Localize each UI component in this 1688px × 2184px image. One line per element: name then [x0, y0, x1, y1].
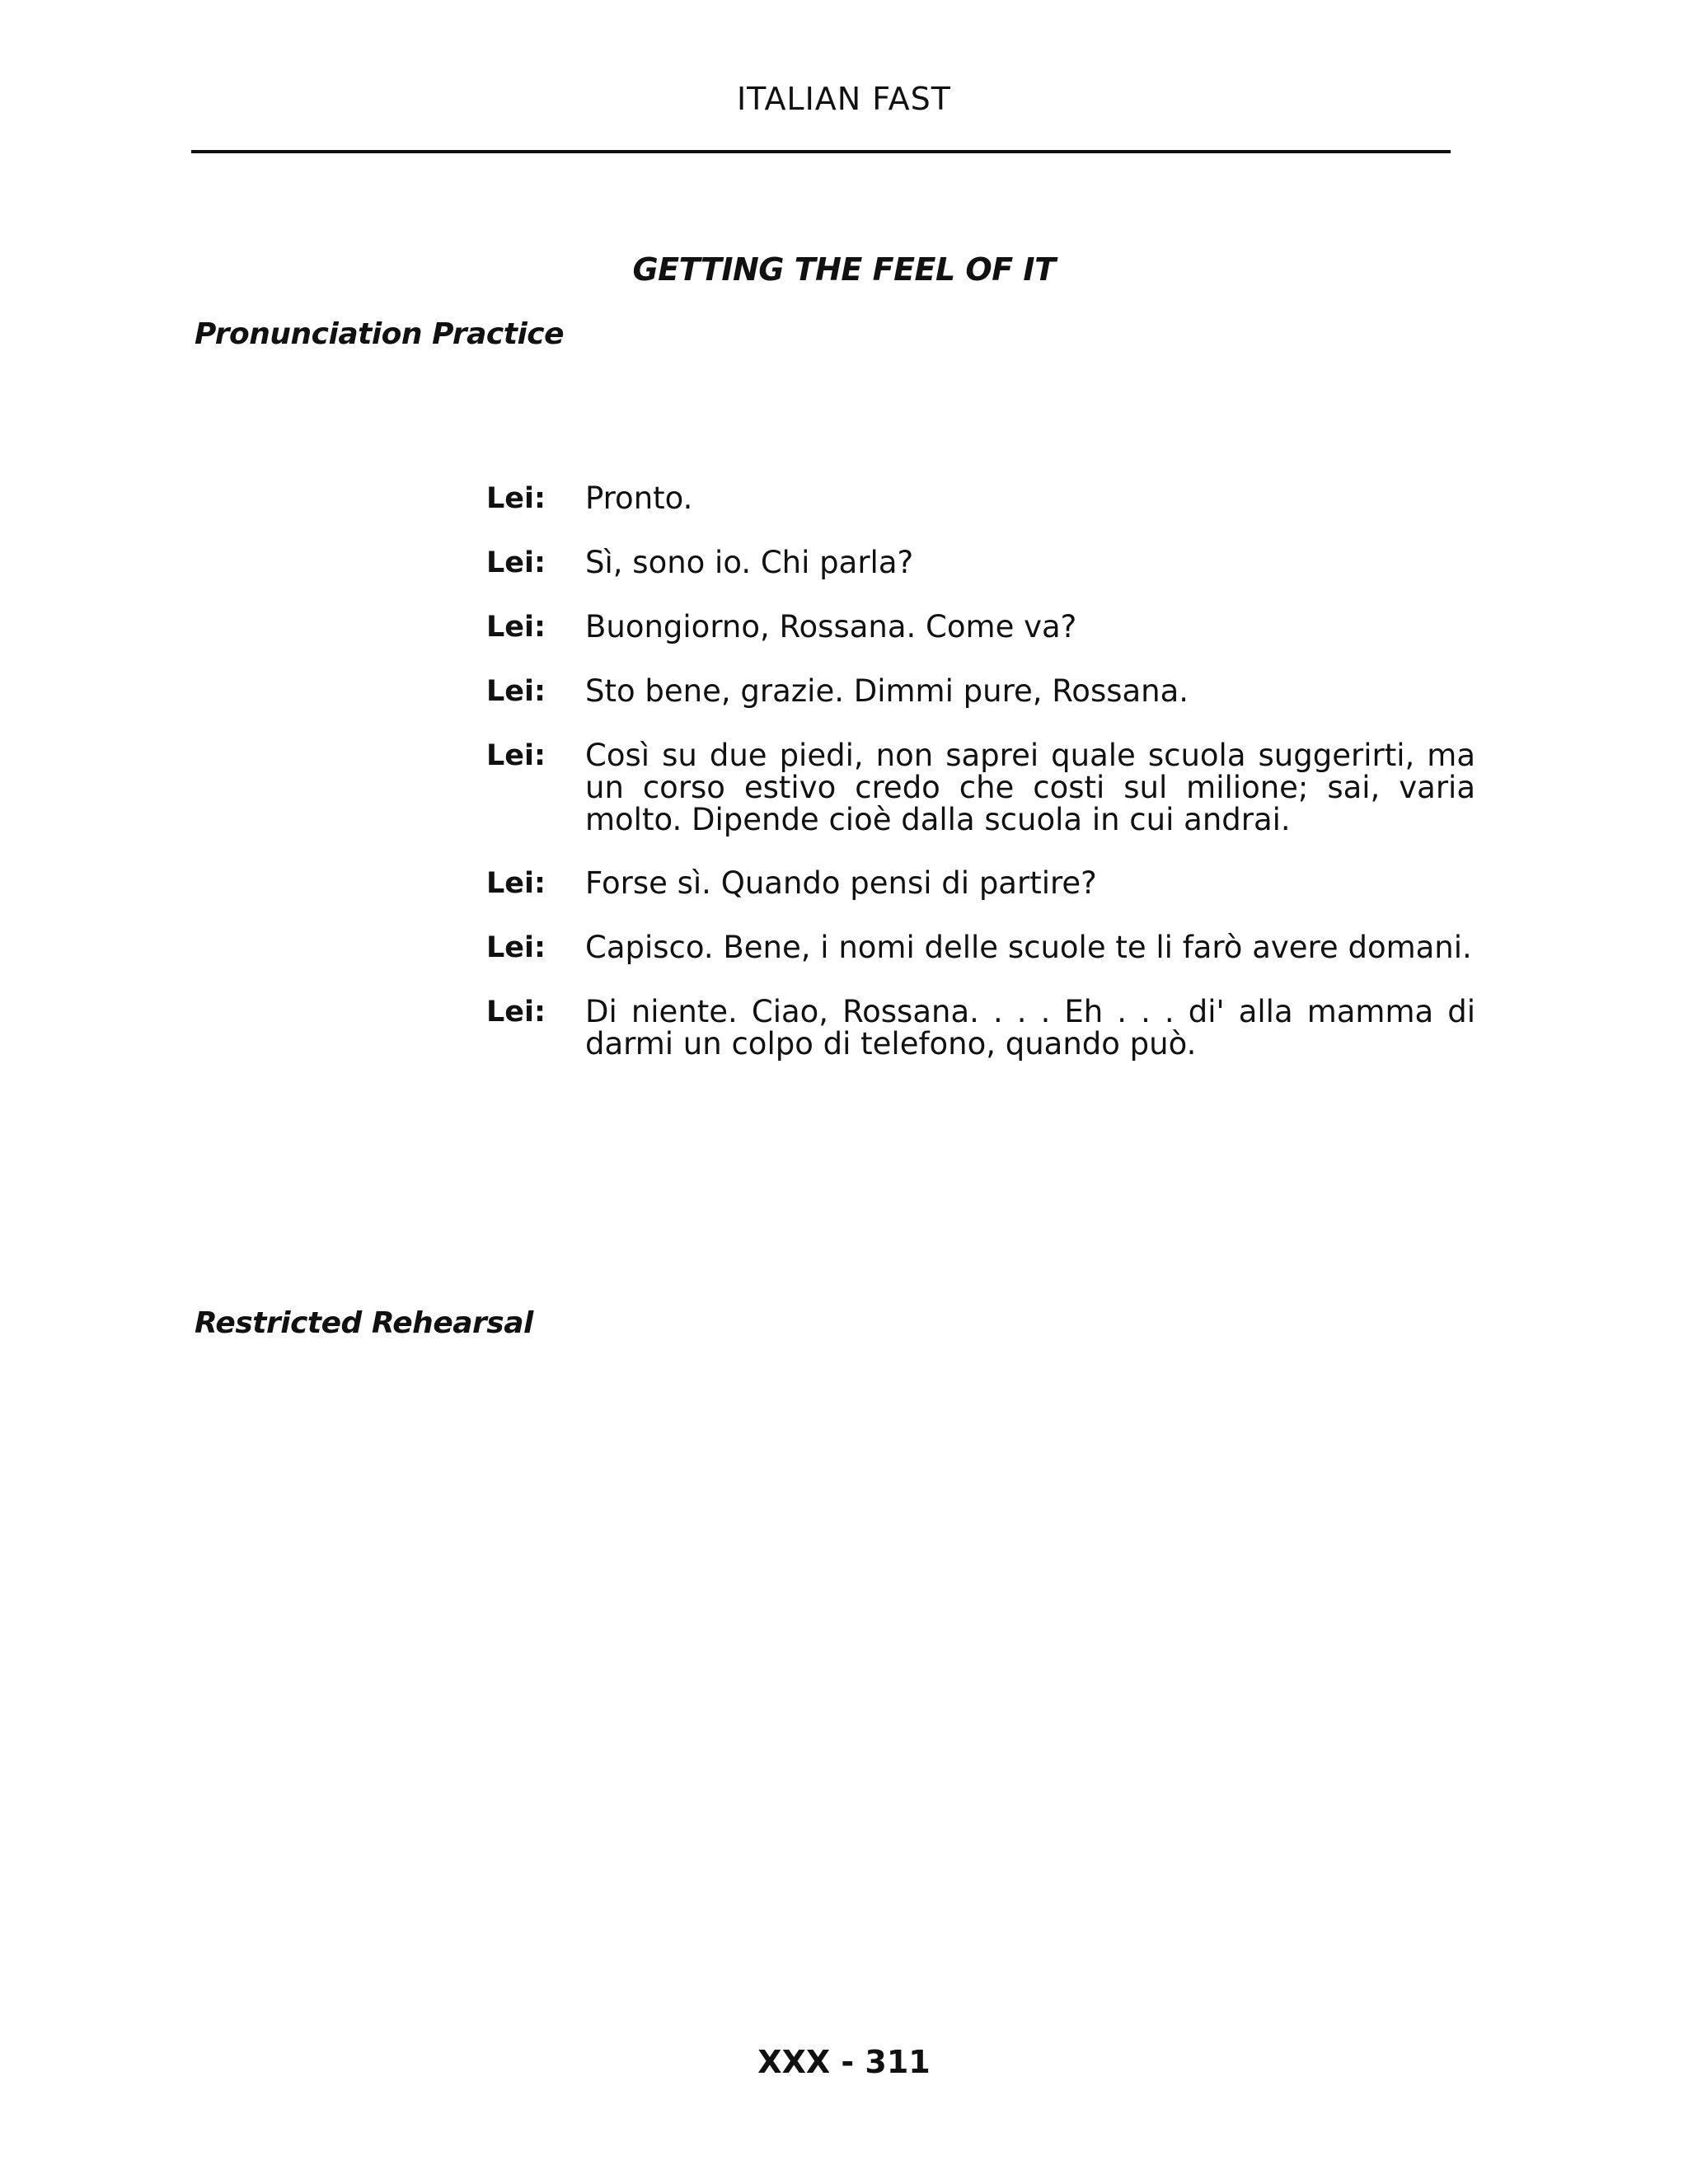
dialogue: [486, 482, 1475, 1091]
utterance-text: Buongiorno, Rossana. Come va?: [585, 609, 1077, 644]
utterance-text: Di niente. Ciao, Rossana. . . . Eh . . . di' alla mamma di darmi un colpo di telefono, quando può.: [585, 994, 1475, 1062]
speaker-label: Lei:: [486, 931, 546, 964]
speaker-label: Lei:: [486, 546, 546, 579]
speaker-label: Lei:: [486, 739, 546, 772]
speaker-label: Lei:: [486, 867, 546, 900]
utterance-text: Pronto.: [585, 480, 693, 516]
dialogue-line: [486, 482, 1475, 515]
dialogue-line: [486, 931, 1475, 964]
speaker-label: Lei:: [486, 611, 546, 644]
dialogue-line: [486, 546, 1475, 579]
utterance-text: Così su due piedi, non saprei quale scuola suggerirti, ma un corso estivo credo che costi sul milione; sai, varia molto. Dipende cioè dalla scuola in cui andrai.: [585, 738, 1475, 837]
speaker-label: Lei:: [486, 996, 546, 1029]
speaker-label: Lei:: [486, 675, 546, 708]
subhead-pronunciation-practice: Pronunciation Practice: [195, 317, 565, 351]
page-number: XXX - 311: [757, 2044, 931, 2080]
utterance-text: Capisco. Bene, i nomi delle scuole te li farò avere domani.: [585, 930, 1472, 965]
section-title: GETTING THE FEEL OF IT: [632, 251, 1056, 288]
speaker-label: Lei:: [486, 482, 546, 515]
header-rule: [191, 150, 1451, 153]
dialogue-line: [486, 996, 1475, 1060]
utterance-text: Sto bene, grazie. Dimmi pure, Rossana.: [585, 673, 1189, 709]
dialogue-line: [486, 675, 1475, 708]
dialogue-line: [486, 867, 1475, 900]
dialogue-line: [486, 739, 1475, 836]
dialogue-line: [486, 611, 1475, 644]
running-header: ITALIAN FAST: [736, 81, 952, 117]
utterance-text: Sì, sono io. Chi parla?: [585, 545, 914, 580]
utterance-text: Forse sì. Quando pensi di partire?: [585, 865, 1097, 901]
subhead-restricted-rehearsal: Restricted Rehearsal: [195, 1306, 533, 1340]
